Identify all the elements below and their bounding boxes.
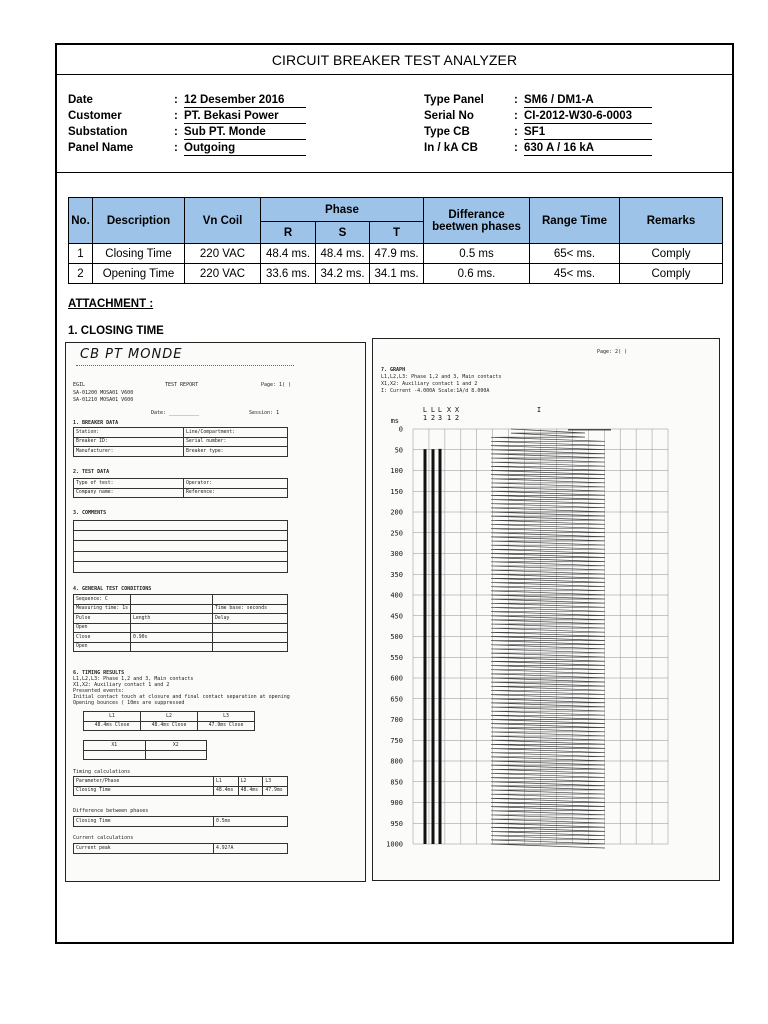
header-remarks: Remarks: [620, 198, 723, 244]
mini-cell: Line/Compartment:: [184, 428, 288, 438]
timing-line: Opening bounces ( 10ms are suppressed: [73, 700, 185, 706]
report-serial: SA-01200 MOSA01 V600: [73, 390, 134, 396]
mini-cell: Closing Time: [74, 817, 214, 827]
y-tick-label: 750: [390, 736, 403, 745]
scanned-timing-graph: [372, 338, 720, 881]
info-value: PT. Bekasi Power: [184, 109, 306, 124]
header-difference: Differance beetwen phases: [424, 198, 530, 244]
y-unit-label: ms: [390, 417, 399, 425]
y-tick-label: 1000: [386, 840, 403, 849]
cell-remarks: Comply: [620, 264, 723, 284]
info-value: SM6 / DM1-A: [524, 93, 652, 108]
aux-contact-table: [83, 740, 207, 760]
mini-cell: L1: [84, 712, 141, 722]
info-label: Panel Name: [68, 142, 134, 154]
timing-line: L1,L2,L3: Phase 1,2 and 3, Main contacts: [73, 676, 194, 682]
cell-range-time: 65< ms.: [530, 244, 620, 264]
y-tick-label: 650: [390, 695, 403, 704]
mini-cell: 4.92?A: [214, 844, 288, 854]
header-no: No.: [69, 198, 93, 244]
mini-cell: Breaker type:: [184, 447, 288, 457]
closing-time-heading: 1. CLOSING TIME: [68, 325, 164, 337]
y-tick-label: 550: [390, 653, 403, 662]
difference-heading: Difference between phases: [73, 808, 149, 814]
table-row: [69, 244, 723, 264]
mini-cell: 47.9ms: [263, 786, 288, 796]
mini-cell: Station:: [74, 428, 184, 438]
timing-graph: [373, 339, 720, 881]
report-page: Page: 1( ): [261, 382, 292, 388]
cell-vn-coil: 220 VAC: [185, 264, 261, 284]
mini-cell: L2: [141, 712, 198, 722]
cell-s: 48.4 ms.: [316, 244, 370, 264]
test-data-heading: 2. TEST DATA: [73, 469, 110, 475]
channel-number: 1: [446, 414, 452, 422]
mini-cell: [130, 642, 212, 652]
mini-cell: L1: [214, 777, 239, 787]
mini-cell: X2: [145, 741, 207, 751]
info-row-panel-name: [68, 141, 298, 157]
channel-label: L: [437, 406, 443, 414]
channel-label: L: [430, 406, 436, 414]
cell-vn-coil: 220 VAC: [185, 244, 261, 264]
cell-difference: 0.5 ms: [424, 244, 530, 264]
difference-table: [73, 816, 288, 827]
document-title: CIRCUIT BREAKER TEST ANALYZER: [57, 45, 732, 75]
graph-line: X1,X2: Auxiliary contact 1 and 2: [381, 381, 478, 387]
cell-no: 1: [69, 244, 93, 264]
info-value: Sub PT. Monde: [184, 125, 306, 140]
mini-cell: [130, 595, 212, 605]
mini-cell: Serial number:: [184, 437, 288, 447]
info-row-rating: [424, 141, 654, 157]
info-value: SF1: [524, 125, 652, 140]
info-row-type-cb: [424, 125, 654, 141]
current-waveform: [491, 429, 605, 848]
comments-heading: 3. COMMENTS: [73, 510, 107, 516]
dotted-line: [76, 365, 294, 366]
header-vn-coil: Vn Coil: [185, 198, 261, 244]
graph-line: I: Current -4.000A Scale:1A/d 8.000A: [381, 388, 490, 394]
mini-cell: X1: [84, 741, 146, 751]
mini-cell: [212, 623, 287, 633]
info-row-serial-no: [424, 109, 654, 125]
y-tick-label: 950: [390, 819, 403, 828]
channel-number: 1: [422, 414, 428, 422]
mini-cell: Operator:: [184, 479, 288, 489]
y-tick-label: 300: [390, 550, 403, 558]
attachment-heading: ATTACHMENT :: [68, 298, 154, 310]
y-tick-label: 150: [390, 487, 403, 496]
mini-cell: [130, 623, 212, 633]
mini-cell: [130, 604, 212, 614]
report-serial: SA-01210 MOSA01 V600: [73, 397, 134, 403]
cell-range-time: 45< ms.: [530, 264, 620, 284]
timing-results-table: [83, 711, 255, 731]
channel-number: 2: [430, 414, 436, 422]
report-brand: EGIL: [73, 382, 86, 388]
graph-heading: 7. GRAPH: [381, 367, 406, 373]
mini-cell: 48.4ms: [238, 786, 263, 796]
timing-calc-heading: Timing calculations: [73, 769, 131, 775]
y-tick-label: 250: [390, 529, 403, 538]
info-label: Type CB: [424, 126, 470, 138]
scanned-test-report: [65, 342, 366, 882]
mini-cell: Sequence: C: [74, 595, 131, 605]
timing-results-heading: 6. TIMING RESULTS: [73, 670, 125, 676]
cell-description: Closing Time: [93, 244, 185, 264]
info-colon: :: [514, 94, 518, 106]
general-conditions-heading: 4. GENERAL TEST CONDITIONS: [73, 586, 152, 592]
mini-cell: 0.90s: [130, 633, 212, 643]
mini-cell: [212, 633, 287, 643]
mini-cell: 48.4ms Close: [84, 721, 141, 731]
timing-line: Presented events:: [73, 688, 125, 694]
timing-calc-table: [73, 776, 288, 796]
mini-cell: Closing Time: [74, 786, 214, 796]
cell-no: 2: [69, 264, 93, 284]
channel-label: X: [446, 406, 452, 414]
y-tick-label: 600: [390, 674, 403, 683]
cell-t: 47.9 ms.: [370, 244, 424, 264]
info-label: Substation: [68, 126, 128, 138]
info-label: In / kA CB: [424, 142, 478, 154]
mini-cell: Pulse: [74, 614, 131, 624]
info-colon: :: [174, 94, 178, 106]
cell-description: Opening Time: [93, 264, 185, 284]
info-label: Type Panel: [424, 94, 484, 106]
info-label: Customer: [68, 110, 122, 122]
channel-label: X: [454, 406, 460, 414]
header-phase-t: T: [370, 222, 424, 244]
info-label: Serial No: [424, 110, 474, 122]
table-row: [69, 264, 723, 284]
cell-remarks: Comply: [620, 244, 723, 264]
cell-s: 34.2 ms.: [316, 264, 370, 284]
header-range-time: Range Time: [530, 198, 620, 244]
timing-line: Initial contact touch at closure and final contact separation at opening: [73, 694, 290, 700]
comments-box: [73, 520, 288, 573]
timing-line: X1,X2: Auxiliary contact 1 and 2: [73, 682, 170, 688]
header-phase-s: S: [316, 222, 370, 244]
test-result-table: [68, 197, 723, 284]
current-heading: Current calculations: [73, 835, 134, 841]
mini-cell: [212, 642, 287, 652]
mini-cell: Delay: [212, 614, 287, 624]
mini-cell: [212, 595, 287, 605]
info-colon: :: [514, 126, 518, 138]
y-tick-label: 400: [390, 591, 403, 600]
mini-cell: L3: [198, 712, 255, 722]
header-phase: Phase: [261, 198, 424, 222]
mini-cell: Measuring time: 1s: [74, 604, 131, 614]
mini-cell: Company name:: [74, 488, 184, 498]
mini-cell: Current peak: [74, 844, 214, 854]
mini-cell: Open: [74, 623, 131, 633]
mini-cell: 48.4ms: [214, 786, 239, 796]
cell-r: 48.4 ms.: [261, 244, 316, 264]
mini-cell: L3: [263, 777, 288, 787]
y-tick-label: 350: [390, 570, 403, 579]
header-phase-r: R: [261, 222, 316, 244]
info-label: Date: [68, 94, 93, 106]
info-value: Outgoing: [184, 141, 306, 156]
report-title: TEST REPORT: [165, 382, 199, 388]
y-tick-label: 0: [398, 425, 403, 434]
mini-cell: [145, 750, 207, 760]
breaker-data-table: [73, 427, 288, 457]
mini-cell: Breaker ID:: [74, 437, 184, 447]
y-tick-label: 50: [394, 446, 403, 455]
mini-cell: Time base: seconds: [212, 604, 287, 614]
mini-cell: L2: [238, 777, 263, 787]
graph-page: Page: 2( ): [597, 349, 628, 355]
info-colon: :: [174, 142, 178, 154]
test-data-table: [73, 478, 288, 498]
info-value: 630 A / 16 kA: [524, 141, 652, 156]
channel-number: 2: [454, 414, 460, 422]
y-tick-label: 450: [390, 612, 403, 621]
document-frame: [55, 43, 734, 944]
info-value: 12 Desember 2016: [184, 93, 306, 108]
cell-r: 33.6 ms.: [261, 264, 316, 284]
info-value: CI-2012-W30-6-0003: [524, 109, 652, 124]
info-colon: :: [514, 142, 518, 154]
y-tick-label: 700: [390, 716, 403, 724]
info-section: [57, 75, 732, 173]
info-colon: :: [174, 126, 178, 138]
y-tick-label: 200: [390, 508, 403, 517]
channel-label: I: [536, 406, 542, 414]
mini-cell: Close: [74, 633, 131, 643]
graph-line: L1,L2,L3: Phase 1,2 and 3, Main contacts: [381, 374, 502, 380]
mini-cell: Length: [130, 614, 212, 624]
mini-cell: Parameter/Phase: [74, 777, 214, 787]
current-table: [73, 843, 288, 854]
mini-cell: Open: [74, 642, 131, 652]
report-session: Session: 1: [249, 410, 280, 416]
y-tick-label: 850: [390, 778, 403, 787]
info-row-type-panel: [424, 93, 654, 109]
mini-cell: 47.9ms Close: [198, 721, 255, 731]
general-conditions-table: [73, 594, 288, 652]
cell-difference: 0.6 ms.: [424, 264, 530, 284]
mini-cell: [84, 750, 146, 760]
handwritten-note: CB PT MONDE: [80, 347, 183, 362]
y-tick-label: 500: [390, 633, 403, 641]
mini-cell: 48.4ms Close: [141, 721, 198, 731]
y-tick-label: 900: [390, 799, 403, 807]
info-colon: :: [174, 110, 178, 122]
report-date: Date: __________: [151, 410, 200, 416]
cell-t: 34.1 ms.: [370, 264, 424, 284]
channel-label: L: [422, 406, 428, 414]
info-row-date: [68, 93, 298, 109]
mini-cell: Reference:: [184, 488, 288, 498]
mini-cell: Type of test:: [74, 479, 184, 489]
info-row-substation: [68, 125, 298, 141]
mini-cell: 0.5ms: [214, 817, 288, 827]
y-tick-label: 800: [390, 757, 403, 766]
info-row-customer: [68, 109, 298, 125]
info-colon: :: [514, 110, 518, 122]
header-description: Description: [93, 198, 185, 244]
mini-cell: Manufacturer:: [74, 447, 184, 457]
breaker-data-heading: 1. BREAKER DATA: [73, 420, 119, 426]
channel-number: 3: [437, 414, 443, 422]
y-tick-label: 100: [390, 467, 403, 475]
